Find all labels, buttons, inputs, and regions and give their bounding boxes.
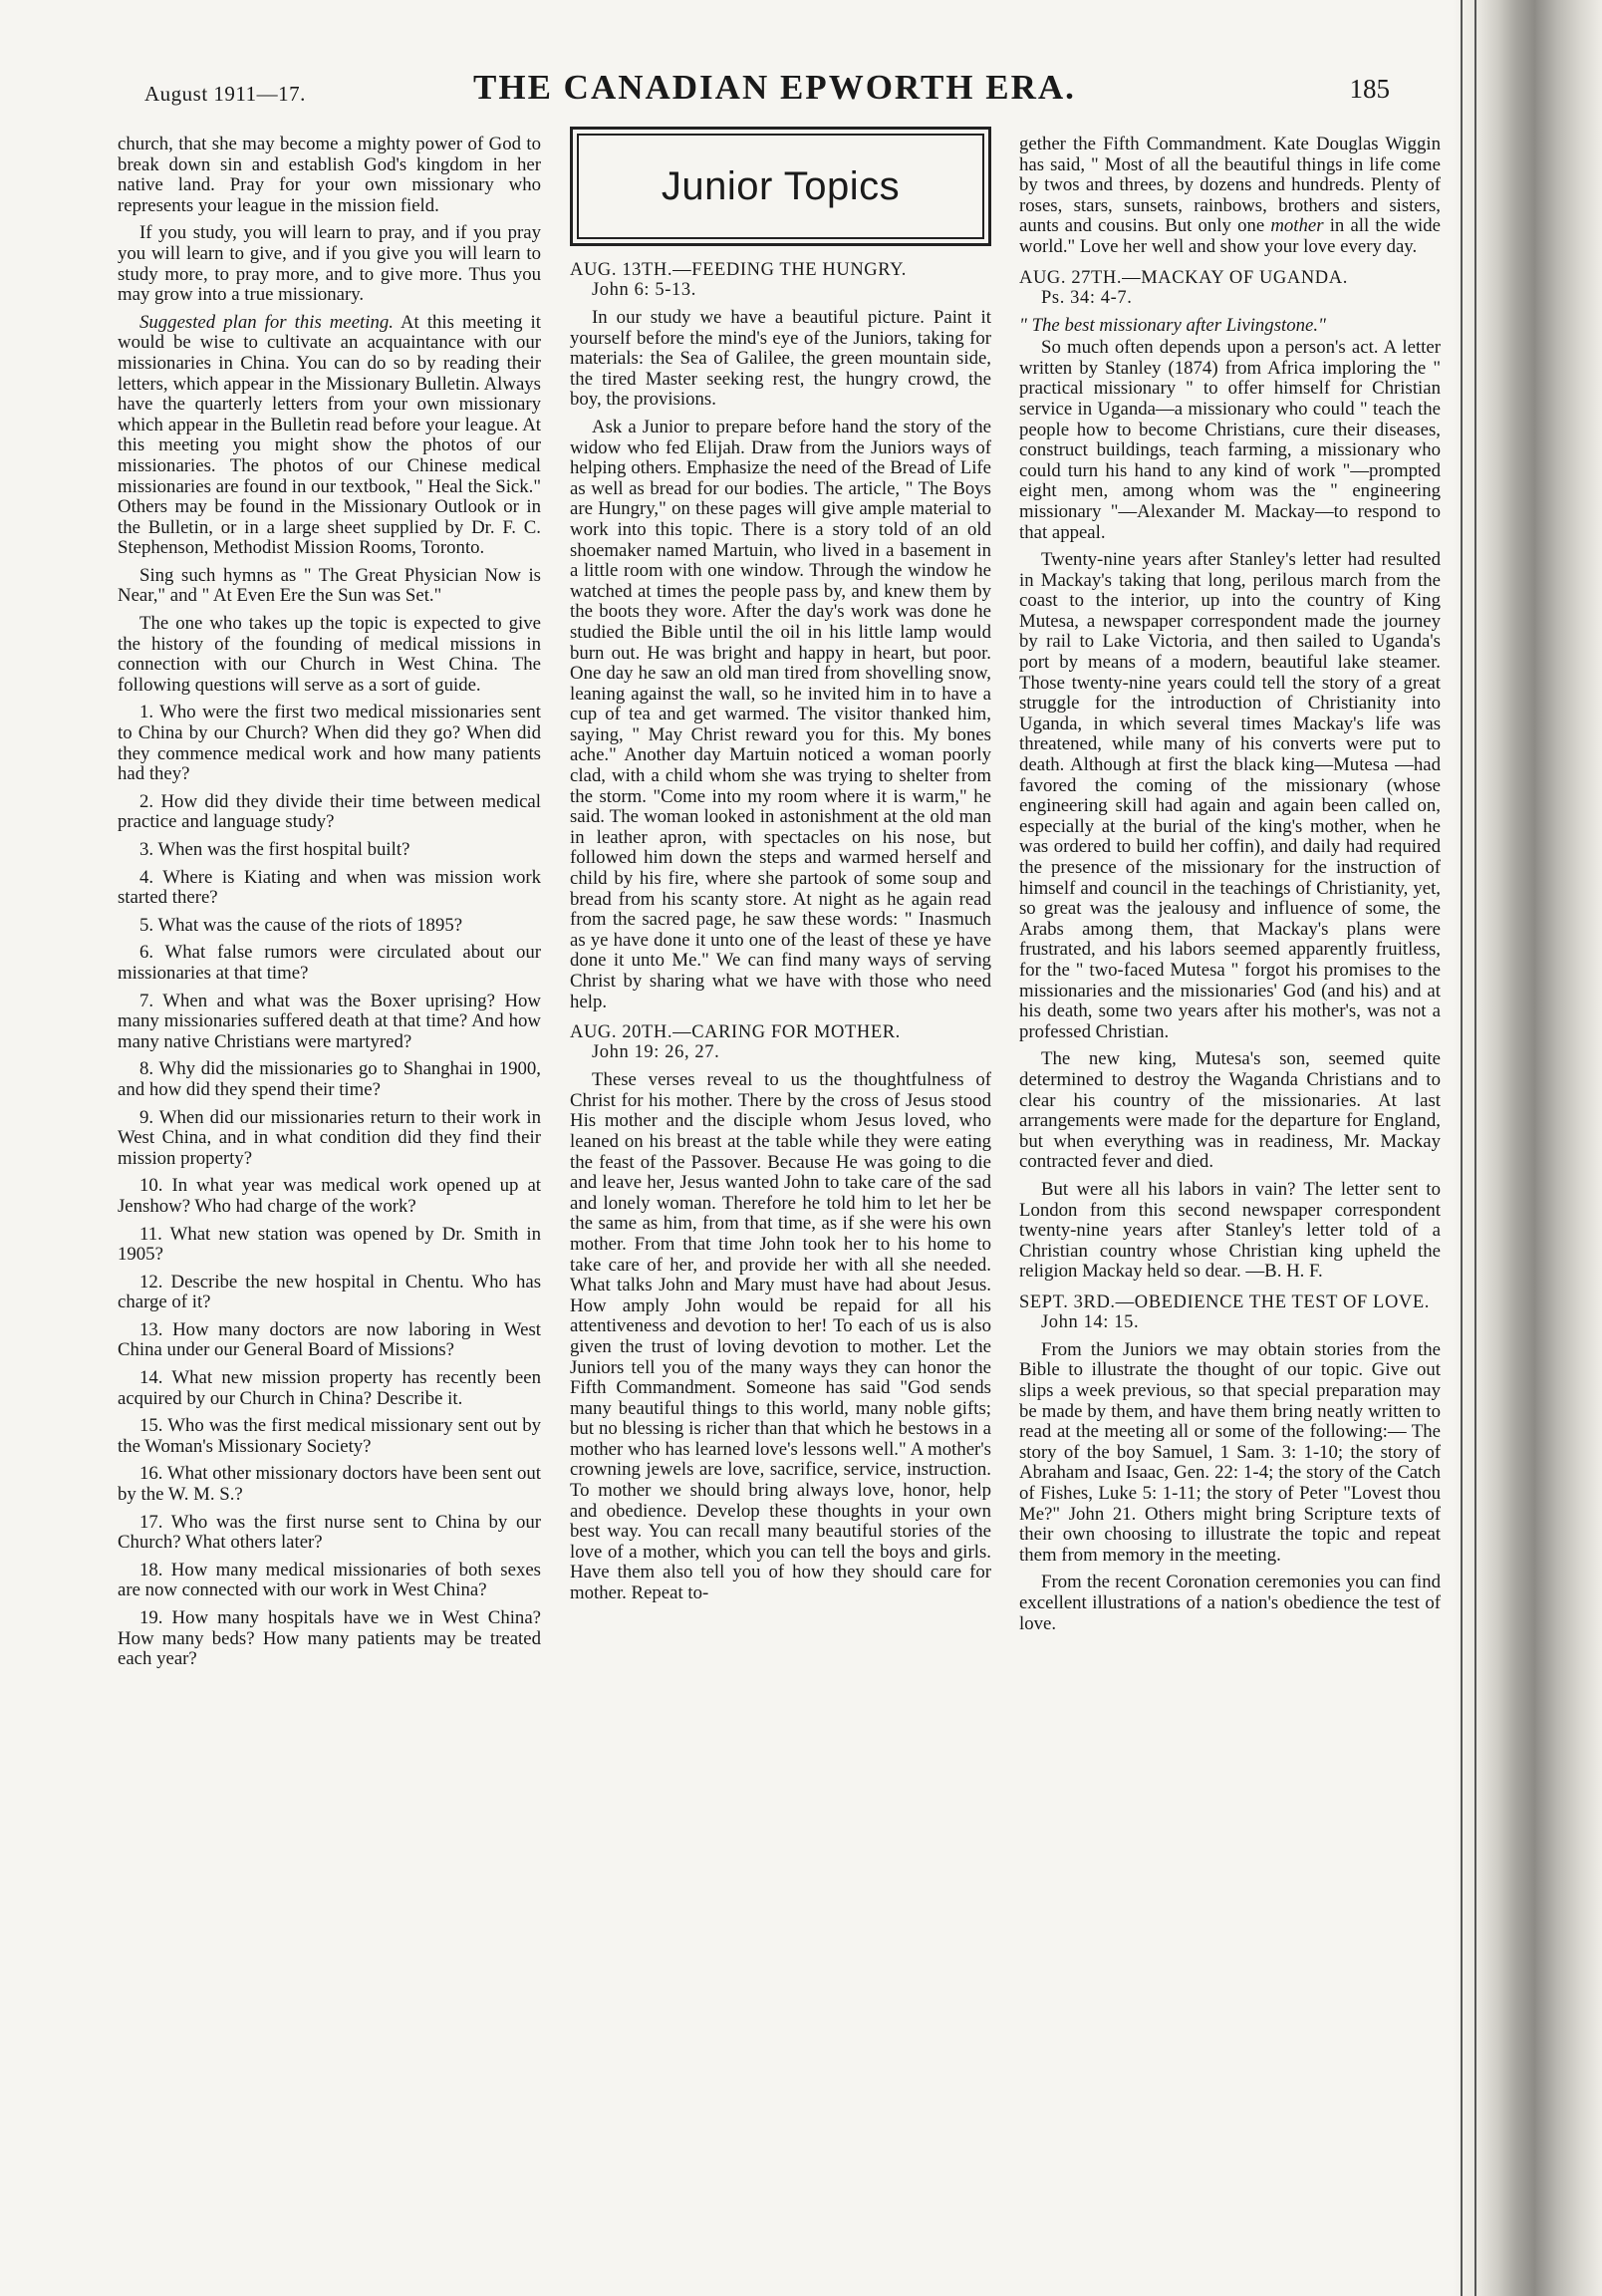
scripture-reference: John 19: 26, 27. (592, 1042, 720, 1063)
question: 6. What false rumors were circulated about our missionaries at that time? (118, 942, 541, 984)
paragraph: Twenty-nine years after Stanley's letter had resulted in Mackay's taking that long, perilous march from the coast to the interior, up into the country of King Mutesa, a newspaper correspondent made the journey by rail to Lake Victoria, and then sailed to Uganda's port by means of a modern, beautiful lake steamer. Those twenty-nine years could tell the story of a great struggle for the introduction of Christianity into Uganda, in which several times Mackay's life was threatened, while many of his converts were put to death. Although at first the black king—Mutesa —had favored the coming of the missionary (whose engineering skill had again and again been called on, especially at the burial of the king's mother, when he was ordered to build her coffin), and daily had required the presence of the missionary for the instruction of himself and council in the teachings of Christianity, yet, so great was the jealousy and influence of some, the Arabs among them, that Mackay's plans were frustrated, and his labors seemed apparently fruitless, for the " two-faced Mutesa " forgot his promises to the missionaries and the missionaries' God (and his) and at his death, some two years after his mother's, was not a professed Christian. (1019, 549, 1441, 1042)
page-header (144, 68, 1390, 118)
question: 11. What new station was opened by Dr. Smith in 1905? (118, 1223, 541, 1266)
scripture-reference: John 6: 5-13. (592, 280, 696, 300)
question: 13. How many doctors are now laboring in West China under our General Board of Missions? (118, 1318, 541, 1361)
scripture-reference: John 14: 15. (1041, 1311, 1140, 1332)
left-column (118, 135, 541, 1677)
book-binding (1453, 0, 1602, 2296)
paragraph: The one who takes up the topic is expected to give the history of the founding of medical missions in connection with our Church in West China. The following questions will serve as a sort of guide. (118, 613, 541, 696)
question: 10. In what year was medical work opened up at Jenshow? Who had charge of the work? (118, 1175, 541, 1217)
paragraph: But were all his labors in vain? The letter sent to London from this second newspaper correspondent twenty-nine years after Stanley's letter told of a Christian country whose Christian king upheld the religion Mackay held so dear. —B. H. F. (1019, 1178, 1441, 1283)
topic-heading-text: AUG. 20TH.—CARING FOR MOTHER. (570, 1022, 901, 1043)
section-title: Junior Topics (661, 163, 901, 208)
quote-line: " The best missionary after Livingstone." (1019, 314, 1326, 336)
topic-heading-text: SEPT. 3RD.—OBEDIENCE THE TEST OF LOVE. (1019, 1292, 1430, 1312)
middle-column (570, 127, 991, 1611)
issue-date: August 1911—17. (144, 82, 306, 106)
binding-edge-line (1474, 0, 1476, 2296)
question: 3. When was the first hospital built? (139, 839, 410, 860)
question: 7. When and what was the Boxer uprising? How many missionaries suffered death at that time? And how many native Christians were martyred? (118, 990, 541, 1052)
page-number: 185 (1349, 74, 1390, 104)
question: 17. Who was the first nurse sent to China by our Church? What others later? (118, 1511, 541, 1554)
question: 2. How did they divide their time between medical practice and language study? (118, 790, 541, 833)
continuation-end: in all the wide world." Love her well and show your love every day. (1019, 215, 1441, 257)
question: 4. Where is Kiating and when was mission work started there? (118, 866, 541, 909)
scripture-reference: Ps. 34: 4-7. (1041, 287, 1133, 308)
question: 9. When did our missionaries return to their work in West China, and in what condition did they find their mission property? (118, 1106, 541, 1169)
topic-heading (570, 260, 991, 300)
continuation-italic: mother (1270, 215, 1324, 237)
question: 14. What new mission property has recently been acquired by our Church in China? Describe it. (118, 1367, 541, 1409)
question: 16. What other missionary doctors have been sent out by the W. M. S.? (118, 1463, 541, 1506)
topic-heading (1019, 1292, 1441, 1332)
paragraph: These verses reveal to us the thoughtfulness of Christ for his mother. There by the cross of Jesus stood His mother and the disciple whom Jesus loved, who leaned on his breast at the table while they were eating the feast of the Passover. Because He was going to die and leave her, Jesus wanted John to take care of the sad and lonely woman. Therefore he told him to let her be the same as him, from that time, as if she were his own mother. From that time John took her to his home to take care of her, and provide her with all she needed. What talks John and Mary must have had about Jesus. How amply John would be repaid for all his attentiveness and devotion to her! To each of us is also given the trust of loving devotion to mother. Let the Juniors tell you of the many ways they can honor the Fifth Commandment. Someone has said "God sends many beautiful things to this world, many noble gifts; but no blessing is richer than that which he bestows in a mother who has learned love's lessons well." A mother's crowning jewels are love, sacrifice, service, instruction. To mother we should bring always love, honor, help and obedience. Develop these thoughts in your own best way. You can recall many beautiful stories of the love of a mother, which you can tell the boys and girls. Have them also tell you of how they should care for mother. Repeat to- (570, 1069, 991, 1604)
question: 12. Describe the new hospital in Chentu. Who has charge of it? (118, 1271, 541, 1313)
continuation-text: gether the Fifth Commandment. Kate Douglas Wiggin has said, " Most of all the beautiful things in life come by twos and threes, by dozens and hundreds. Plenty of roses, stars, sunsets, rainbows, brothers and sisters, aunts and cousins. But only one (1019, 134, 1441, 237)
paragraph: Ask a Junior to prepare before hand the story of the widow who fed Elijah. Draw from the Juniors ways of helping others. Emphasize the need of the Bread of Life as well as bread for our bodies. The article, " The Boys are Hungry," on these pages will give ample material to work into this topic. There is a story told of an old shoemaker named Martuin, who lived in a basement in a little room with one window. Through the window he watched at times the people pass by, and knew them by the boots they wore. After the day's work was done he studied the Bible until the oil in his little lamp would burn out. He was bright and happy in heart, but poor. One day he saw an old man tired from shovelling snow, leaning against the wall, so he invited him in to have a cup of tea and get warmed. The visitor thanked him, saying, " May Christ reward you for this. My bones ache." Another day Martuin noticed a woman poorly clad, with a child whom she was trying to shelter from the storm. "Come into my room where it is warm," he said. The woman looked in astonishment at the old man in leather apron, with spectacles on his nose, but followed him down the steps and warmed herself and child by his fire, where she partook of some soup and bread from his scanty store. At night as he again read from the sacred page, he saw these words: " Inasmuch as ye have done it unto one of the least of these ye have done it unto Me." We can find many ways of serving Christ by sharing what we have with those who need help. (570, 416, 991, 1012)
topic-heading-text: AUG. 27TH.—MACKAY OF UGANDA. (1019, 267, 1348, 288)
question: 5. What was the cause of the riots of 1895? (139, 914, 463, 936)
plan-paragraph (118, 313, 541, 559)
paragraph: Sing such hymns as " The Great Physician Now is Near," and " At Even Ere the Sun was Set." (118, 564, 541, 607)
paragraph: The new king, Mutesa's son, seemed quite determined to destroy the Waganda Christians and to clear his country of the missionaries. At last arrangements were made for the departure for England, but when everything was in readiness, Mr. Mackay contracted fever and died. (1019, 1048, 1441, 1173)
binding-edge-line (1461, 0, 1463, 2296)
topic-heading (570, 1022, 991, 1062)
paragraph: In our study we have a beautiful picture. Paint it yourself before the mind's eye of the Juniors, taking for materials: the Sea of Galilee, the green mountain side, the tired Master seeking rest, the hungry crowd, the boy, the provisions. (570, 307, 991, 411)
question: 8. Why did the missionaries go to Shanghai in 1900, and how did they spend their time? (118, 1058, 541, 1100)
continued-paragraph (1019, 135, 1441, 258)
section-title-box (570, 127, 991, 246)
question: 19. How many hospitals have we in West China? How many beds? How many patients may be treated each year? (118, 1607, 541, 1670)
plan-text: At this meeting it would be wise to cultivate an acquaintance with our missionaries in China. You can do so by reading their letters, which appear in the Missionary Bulletin. Always have the quarterly letters from your own missionary which appear in the Bulletin read before your league. At this meeting you might show the photos of our missionaries. The photos of our Chinese medical missionaries are found in our textbook, " Heal the Sick." Others may be found in the Missionary Outlook or in the Bulletin, or in a large sheet supplied by Dr. F. C. Stephenson, Methodist Mission Rooms, Toronto. (118, 311, 541, 559)
paragraph: If you study, you will learn to pray, and if you pray you will learn to give, and if you give you will learn to study more, to pray more, and to give more. Thus you may grow into a true missionary. (118, 222, 541, 306)
question: 15. Who was the first medical missionary sent out by the Woman's Missionary Society? (118, 1415, 541, 1457)
question: 18. How many medical missionaries of both sexes are now connected with our work in West China? (118, 1559, 541, 1601)
question: 1. Who were the first two medical missionaries sent to China by our Church? When did they go? When did they commence medical work and how many patients had they? (118, 702, 541, 785)
paragraph: So much often depends upon a person's act. A letter written by Stanley (1874) from Africa imploring the " practical missionary " to offer himself for Christian service in Uganda—a missionary who could " teach the people how to become Christians, cure their diseases, construct buildings, teach farming, a missionary who could turn his hand to any kind of work "—prompted eight men, among whom was the " engineering missionary "—Alexander M. Mackay—to respond to that appeal. (1019, 337, 1441, 543)
topic-heading (1019, 268, 1441, 308)
right-column (1019, 135, 1441, 1641)
section-title-box-inner (577, 134, 984, 239)
paragraph: From the Juniors we may obtain stories from the Bible to illustrate the thought of our topic. Give out slips a week previous, so that special preparation may be made by them, and have them bring neatly written to read at the meeting all or some of the following:— The story of the boy Samuel, 1 Sam. 3: 1-10; the story of Abraham and Isaac, Gen. 22: 1-4; the story of the Catch of Fishes, Luke 5: 1-11; the story of Peter "Lovest thou Me?" John 21. Others might bring Scripture texts of their own choosing to illustrate the topic and repeat them from memory in the meeting. (1019, 1338, 1441, 1566)
topic-heading-text: AUG. 13TH.—FEEDING THE HUNGRY. (570, 260, 907, 280)
publication-title: THE CANADIAN EPWORTH ERA. (473, 68, 1076, 107)
paragraph: From the recent Coronation ceremonies you can find excellent illustrations of a nation's obedience the test of love. (1019, 1572, 1441, 1634)
plan-lead: Suggested plan for this meeting. (139, 311, 394, 333)
paragraph: church, that she may become a mighty power of God to break down sin and establish God's kingdom in her native land. Pray for your own missionary who represents your league in the mission field. (118, 134, 541, 216)
